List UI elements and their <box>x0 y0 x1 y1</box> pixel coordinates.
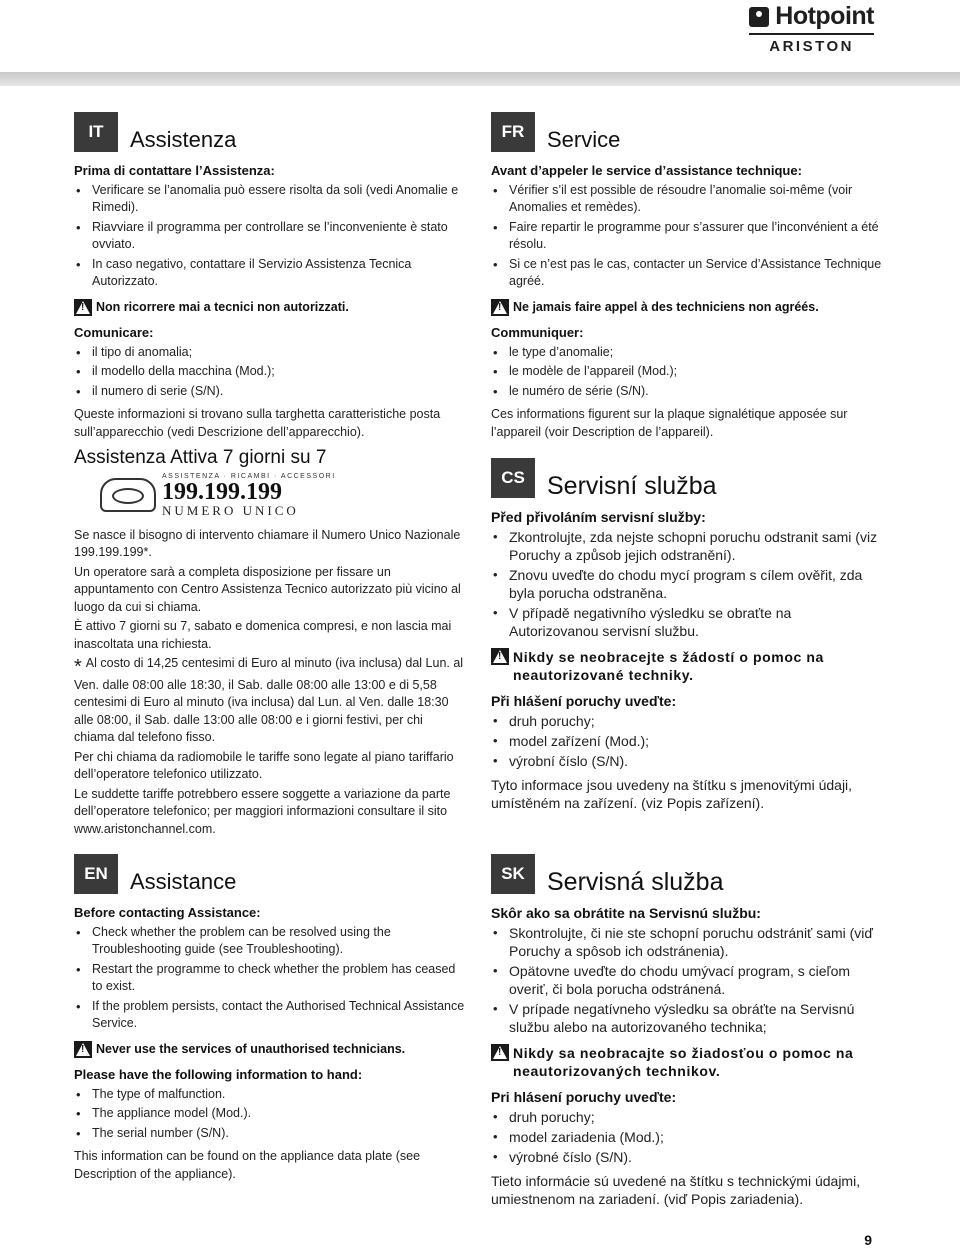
communicate-heading-fr: Communiquer: <box>491 325 584 340</box>
before-heading-en: Before contacting Assistance: <box>74 905 261 920</box>
warning-en <box>74 1041 466 1059</box>
list-item: • druh poruchy; <box>509 712 883 730</box>
brand-top: Hotpoint <box>775 2 874 30</box>
list-item: • Riavviare il programma per controllare se l’inconveniente è stato ovviato. <box>92 219 466 254</box>
section-title-cs: Servisní služba <box>547 472 717 500</box>
list-item: • výrobní číslo (S/N). <box>509 752 883 770</box>
list-item: • il modello della macchina (Mod.); <box>92 363 466 381</box>
list-item: • model zařízení (Mod.); <box>509 732 883 750</box>
mobile-text-it: Per chi chiama da radiomobile le tariffe sono legate al piano tariffario dell’operatore telefonico utilizzato. <box>74 749 454 781</box>
communicate-list-fr <box>491 344 883 401</box>
communicate-list-sk <box>491 1108 883 1166</box>
before-list-it <box>74 182 466 291</box>
asterisk: * <box>74 656 82 678</box>
warning-text-en: Never use the services of unauthorised technicians. <box>96 1041 406 1056</box>
language-code-sk: SK <box>491 854 535 894</box>
list-item: • Skontrolujte, či nie ste schopní poruchu odstrániť sami (viď Poruchy a spôsob ich odstránenia). <box>509 924 883 960</box>
paragraph-it: È attivo 7 giorni su 7, sabato e domenica compresi, e non lascia mai inascoltata una richiesta. <box>74 619 452 651</box>
before-heading-fr: Avant d’appeler le service d’assistance technique: <box>491 163 802 178</box>
language-code-it: IT <box>74 112 118 152</box>
list-item: • V prípade negatívneho výsledku sa obráťte na Servisnú službu alebo na autorizovaného technika; <box>509 1000 883 1036</box>
list-item: • In caso negativo, contattare il Servizio Assistenza Tecnica Autorizzato. <box>92 256 466 291</box>
list-item: • le type d’anomalie; <box>509 344 883 362</box>
hotpoint-logo-icon <box>749 7 769 27</box>
section-sk <box>491 854 883 1210</box>
before-heading-it: Prima di contattare l’Assistenza: <box>74 163 275 178</box>
paragraph-it: Se nasce il bisogno di intervento chiamare il Numero Unico Nazionale 199.199.199*. <box>74 527 461 559</box>
before-list-en <box>74 924 466 1033</box>
numero-under: NUMERO UNICO <box>162 502 299 518</box>
list-item: • The serial number (S/N). <box>92 1125 466 1143</box>
list-item: • le numéro de série (S/N). <box>509 383 883 401</box>
info-text-en: This information can be found on the appliance data plate (see Description of the appliance). <box>74 1149 421 1181</box>
brand-bottom: ARISTON <box>769 38 854 55</box>
communicate-heading-cs: Při hlášení poruchy uveďte: <box>491 693 677 709</box>
section-title-en: Assistance <box>130 869 237 894</box>
before-list-cs <box>491 528 883 640</box>
section-it <box>74 112 466 840</box>
warning-cs <box>491 648 883 684</box>
section-en <box>74 854 466 1185</box>
language-code-fr: FR <box>491 112 535 152</box>
list-item: • model zariadenia (Mod.); <box>509 1128 883 1146</box>
before-list-fr <box>491 182 883 291</box>
list-item: • Faire repartir le programme pour s’assurer que l’inconvénient a été résolu. <box>509 219 883 254</box>
communicate-list-cs <box>491 712 883 770</box>
warning-icon <box>74 299 92 316</box>
warning-icon <box>491 1044 509 1061</box>
page-number: 9 <box>864 1232 872 1248</box>
list-item: • druh poruchy; <box>509 1108 883 1126</box>
list-item: • The appliance model (Mod.). <box>92 1105 466 1123</box>
list-item: • Si ce n’est pas le cas, contacter un Service d’Assistance Technique agréé. <box>509 256 883 291</box>
info-text-cs: Tyto informace jsou uvedeny na štítku s jmenovitými údaji, umístěném na zařízení. (viz Popis zařízení). <box>491 777 853 811</box>
section-title-it: Assistenza <box>130 127 237 152</box>
list-item: • výrobné číslo (S/N). <box>509 1148 883 1166</box>
language-code-en: EN <box>74 854 118 894</box>
list-item: • Verificare se l’anomalia può essere risolta da soli (vedi Anomalie e Rimedi). <box>92 182 466 217</box>
before-heading-cs: Před přivoláním servisní služby: <box>491 509 706 525</box>
before-list-sk <box>491 924 883 1036</box>
info-text-sk: Tieto informácie sú uvedené na štítku s technickými údajmi, umiestnenom na zariadení. (viď Popis zariadenia). <box>491 1173 861 1207</box>
list-item: • le modèle de l’appareil (Mod.); <box>509 363 883 381</box>
list-item: • Opätovne uveďte do chodu umývací program, s cieľom overiť, či bola porucha odstránená. <box>509 962 883 998</box>
numero-small: ASSISTENZA · RICAMBI · ACCESSORI <box>162 472 336 480</box>
section-fr <box>491 112 883 443</box>
warning-text-cs: Nikdy se neobracejte s žádostí o pomoc na neautorizované techniky. <box>513 649 824 683</box>
warning-icon <box>74 1041 92 1058</box>
paragraph-it: Un operatore sarà a completa disposizione per fissare un appuntamento con Centro Assistenza Tecnico autorizzato più vicino al luogo da cui si chiama. <box>74 564 461 614</box>
communicate-heading-it: Comunicare: <box>74 325 154 340</box>
section-cs <box>491 458 883 814</box>
warning-sk <box>491 1044 883 1080</box>
communicate-list-it <box>74 344 466 401</box>
active-title-it: Assistenza Attiva 7 giorni su 7 <box>74 447 327 468</box>
list-item: • Zkontrolujte, zda nejste schopni poruchu odstranit sami (viz Poruchy a způsob jejich odstranění). <box>509 528 883 564</box>
warning-icon <box>491 299 509 316</box>
list-item: • il tipo di anomalia; <box>92 344 466 362</box>
warning-it <box>74 299 466 317</box>
warning-text-it: Non ricorrere mai a tecnici non autorizzati. <box>96 299 349 314</box>
list-item: • il numero di serie (S/N). <box>92 383 466 401</box>
header-band <box>0 72 960 86</box>
info-text-it: Queste informazioni si trovano sulla targhetta caratteristiche posta sull’apparecchio (vedi Descrizione dell’apparecchio). <box>74 407 441 439</box>
list-item: • Check whether the problem can be resolved using the Troubleshooting guide (see Troubleshooting). <box>92 924 466 959</box>
phone-icon <box>100 478 156 512</box>
cost-text-it: * Al costo di 14,25 centesimi di Euro al minuto (iva inclusa) dal Lun. al Ven. dalle 08:00 alle 18:30, il Sab. dalle 08:00 alle 13:00 e di 5,58 centesimi di Euro al minuto (iva inclusa) dal Lun. al Ven. dalle 18:30 alle 08:00, il Sab. dalle 13:00 alle 08:00 e i giorni festivi, per chi chiama dal telefono fisso. <box>74 656 464 744</box>
warning-icon <box>491 648 509 665</box>
numero-big: 199.199.199 <box>162 478 282 505</box>
list-item: • Restart the programme to check whether the problem has ceased to exist. <box>92 961 466 996</box>
brand-logo <box>749 2 874 55</box>
info-text-fr: Ces informations figurent sur la plaque signalétique apposée sur l’appareil (voir Description de l’appareil). <box>491 407 848 439</box>
section-title-fr: Service <box>547 127 621 152</box>
warning-text-sk: Nikdy sa neobracajte so žiadosťou o pomoc na neautorizovaných technikov. <box>513 1045 854 1079</box>
warning-fr <box>491 299 883 317</box>
communicate-heading-sk: Pri hlásení poruchy uveďte: <box>491 1089 677 1105</box>
language-code-cs: CS <box>491 458 535 498</box>
warning-text-fr: Ne jamais faire appel à des techniciens non agréés. <box>513 299 819 314</box>
list-item: • If the problem persists, contact the Authorised Technical Assistance Service. <box>92 998 466 1033</box>
communicate-heading-en: Please have the following information to hand: <box>74 1067 363 1082</box>
variation-text-it: Le suddette tariffe potrebbero essere soggette a variazione da parte dell’operatore telefonico; per maggiori informazioni consultare il sito www.aristonchannel.com. <box>74 786 451 836</box>
list-item: • The type of malfunction. <box>92 1086 466 1104</box>
list-item: • Znovu uveďte do chodu mycí program s cílem ověřit, zda byla porucha odstraněna. <box>509 566 883 602</box>
numero-unico-logo <box>100 473 466 517</box>
before-heading-sk: Skôr ako sa obrátite na Servisnú službu: <box>491 905 761 921</box>
communicate-list-en <box>74 1086 466 1143</box>
section-title-sk: Servisná služba <box>547 868 724 896</box>
list-item: • Vérifier s’il est possible de résoudre l’anomalie soi-même (voir Anomalies et remèdes). <box>509 182 883 217</box>
list-item: • V případě negativního výsledku se obraťte na Autorizovanou servisní službu. <box>509 604 883 640</box>
